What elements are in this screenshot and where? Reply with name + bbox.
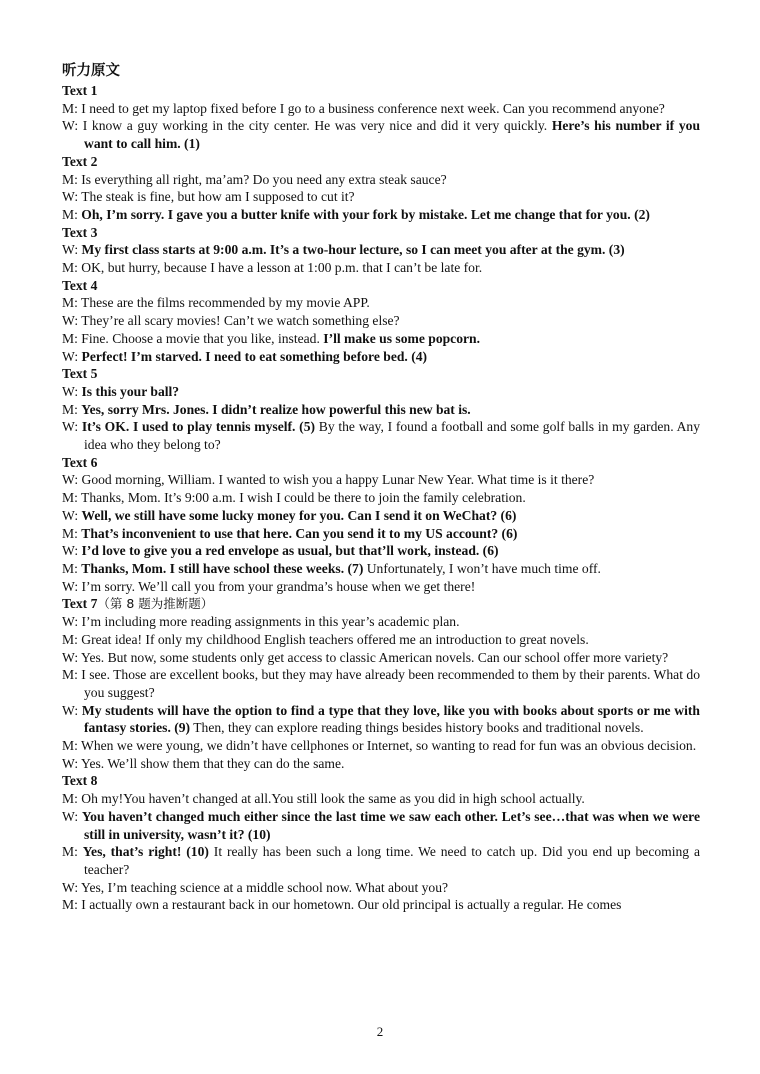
transcript-section	[62, 454, 700, 596]
section-heading	[62, 277, 700, 295]
dialogue-text: W:	[62, 383, 82, 399]
dialogue-line	[62, 241, 700, 259]
dialogue-text: M: Is everything all right, ma’am? Do you need any extra steak sauce?	[62, 171, 447, 187]
answer-highlight: Here’s his number if you want to call him. (1)	[84, 118, 700, 152]
dialogue-line	[62, 808, 700, 843]
dialogue-line	[62, 294, 700, 312]
dialogue-line	[62, 383, 700, 401]
dialogue-line	[62, 259, 700, 277]
dialogue-text: M: OK, but hurry, because I have a lesson at 1:00 p.m. that I can’t be late for.	[62, 260, 483, 276]
section-heading	[62, 454, 700, 472]
dialogue-text: M: I need to get my laptop fixed before I go to a business conference next week. Can you recommend anyone?	[62, 100, 665, 116]
dialogue-line	[62, 525, 700, 543]
dialogue-line	[62, 171, 700, 189]
dialogue-text: W:	[62, 808, 82, 824]
dialogue-line	[62, 471, 700, 489]
section-note: （第 8 题为推断题）	[97, 596, 214, 612]
dialogue-text: W: They’re all scary movies! Can’t we watch something else?	[62, 313, 400, 329]
dialogue-line	[62, 330, 700, 348]
section-title: Text 5	[62, 366, 98, 382]
dialogue-text: M: I see. Those are excellent books, but they may have already been recommended to them by their parents. What do you suggest?	[62, 667, 700, 700]
section-title: Text 4	[62, 277, 98, 293]
dialogue-text: Then, they can explore reading things besides history books and traditional novels.	[190, 720, 644, 736]
dialogue-text: W: I know a guy working in the city center. He was very nice and did it very quickly.	[62, 118, 552, 134]
dialogue-text: M:	[62, 560, 82, 576]
answer-highlight: Oh, I’m sorry. I gave you a butter knife with your fork by mistake. Let me change that for you. (2)	[81, 206, 650, 222]
dialogue-text: M: These are the films recommended by my movie APP.	[62, 295, 370, 311]
dialogue-line	[62, 312, 700, 330]
answer-highlight: My first class starts at 9:00 a.m. It’s a two-hour lecture, so I can meet you after at the gym. (3)	[81, 242, 625, 258]
answer-highlight: Perfect! I’m starved. I need to eat something before bed. (4)	[81, 348, 428, 364]
dialogue-text: W: Good morning, William. I wanted to wish you a happy Lunar New Year. What time is it there?	[62, 472, 595, 488]
dialogue-text: M:	[62, 525, 82, 541]
answer-highlight: My students will have the option to find a type that they love, like you with books about sports or me with fantasy stories. (9)	[81, 702, 700, 736]
dialogue-line	[62, 896, 700, 914]
dialogue-text: M: Fine. Choose a movie that you like, instead.	[62, 330, 324, 346]
answer-highlight: Well, we still have some lucky money for you. Can I send it on WeChat? (6)	[81, 507, 517, 523]
section-heading	[62, 595, 700, 613]
transcript-section	[62, 772, 700, 914]
dialogue-line	[62, 631, 700, 649]
dialogue-text: W:	[62, 543, 82, 559]
dialogue-line	[62, 507, 700, 525]
section-heading	[62, 365, 700, 383]
dialogue-line	[62, 666, 700, 701]
dialogue-text: M:	[62, 206, 82, 222]
dialogue-text: M: Thanks, Mom. It’s 9:00 a.m. I wish I could be there to join the family celebration.	[62, 490, 526, 506]
dialogue-line	[62, 879, 700, 897]
section-title: Text 2	[62, 153, 98, 169]
dialogue-line	[62, 702, 700, 737]
dialogue-text: M: When we were young, we didn’t have cellphones or Internet, so wanting to read for fun was an obvious decision.	[62, 738, 697, 754]
dialogue-line	[62, 188, 700, 206]
dialogue-text: W:	[62, 702, 82, 718]
transcript-section	[62, 224, 700, 277]
answer-highlight: Yes, that’s right! (10)	[82, 844, 209, 860]
answer-highlight: That’s inconvenient to use that here. Can you send it to my US account? (6)	[81, 525, 518, 541]
dialogue-line	[62, 348, 700, 366]
dialogue-text: M: Oh my!You haven’t changed at all.You still look the same as you did in high school actually.	[62, 791, 585, 807]
answer-highlight: Thanks, Mom. I still have school these weeks. (7)	[81, 560, 364, 576]
answer-highlight: I’ll make us some popcorn.	[323, 330, 480, 346]
document-page	[62, 62, 700, 914]
section-heading	[62, 153, 700, 171]
dialogue-line	[62, 613, 700, 631]
dialogue-text: W:	[62, 419, 82, 435]
transcript-section	[62, 365, 700, 454]
dialogue-line	[62, 649, 700, 667]
dialogue-line	[62, 206, 700, 224]
section-heading	[62, 82, 700, 100]
dialogue-line	[62, 578, 700, 596]
dialogue-line	[62, 117, 700, 152]
dialogue-text: W: I’m including more reading assignments in this year’s academic plan.	[62, 614, 460, 630]
dialogue-text: W: Yes, I’m teaching science at a middle school now. What about you?	[62, 879, 449, 895]
dialogue-text: M:	[62, 401, 82, 417]
dialogue-line	[62, 843, 700, 878]
transcript-section	[62, 153, 700, 224]
dialogue-text: M: Great idea! If only my childhood English teachers offered me an introduction to great novels.	[62, 631, 589, 647]
answer-highlight: Is this your ball?	[81, 383, 180, 399]
answer-highlight: It’s OK. I used to play tennis myself. (5)	[81, 419, 316, 435]
dialogue-text: W: Yes. But now, some students only get access to classic American novels. Can our school offer more variety?	[62, 649, 669, 665]
dialogue-text: W: I’m sorry. We’ll call you from your grandma’s house when we get there!	[62, 578, 476, 594]
dialogue-text: Unfortunately, I won’t have much time off.	[363, 560, 601, 576]
dialogue-line	[62, 560, 700, 578]
answer-highlight: Yes, sorry Mrs. Jones. I didn’t realize how powerful this new bat is.	[81, 401, 471, 417]
dialogue-line	[62, 418, 700, 453]
section-heading	[62, 224, 700, 242]
section-title: Text 7	[62, 596, 98, 612]
dialogue-text: W: Yes. We’ll show them that they can do the same.	[62, 755, 345, 771]
transcript-sections	[62, 82, 700, 914]
section-title: Text 3	[62, 224, 98, 240]
dialogue-text: W: The steak is fine, but how am I supposed to cut it?	[62, 189, 355, 205]
dialogue-text: It really has been such a long time. We need to catch up. Did you end up becoming a teacher?	[84, 844, 700, 877]
section-title: Text 6	[62, 454, 98, 470]
dialogue-text: M: I actually own a restaurant back in our hometown. Our old principal is actually a regular. He comes	[62, 897, 622, 913]
section-title: Text 8	[62, 773, 98, 789]
dialogue-line	[62, 401, 700, 419]
dialogue-text: M:	[62, 844, 83, 860]
dialogue-text: By the way, I found a football and some golf balls in my garden. Any idea who they belong to?	[84, 419, 700, 453]
dialogue-line	[62, 542, 700, 560]
dialogue-line	[62, 489, 700, 507]
dialogue-line	[62, 100, 700, 118]
transcript-section	[62, 595, 700, 772]
dialogue-text: W:	[62, 242, 82, 258]
page-number: 2	[376, 1024, 384, 1039]
dialogue-text: W:	[62, 348, 82, 364]
dialogue-line	[62, 737, 700, 755]
transcript-section	[62, 82, 700, 153]
page-title: 听力原文	[62, 63, 120, 79]
dialogue-text: W:	[62, 507, 82, 523]
dialogue-line	[62, 790, 700, 808]
answer-highlight: You haven’t changed much either since the last time we saw each other. Let’s see…that was when we were still in university, wasn’t it? (10)	[81, 808, 700, 842]
section-heading	[62, 772, 700, 790]
answer-highlight: I’d love to give you a red envelope as usual, but that’ll work, instead. (6)	[81, 543, 499, 559]
section-title: Text 1	[62, 83, 98, 98]
dialogue-line	[62, 755, 700, 773]
transcript-section	[62, 277, 700, 366]
